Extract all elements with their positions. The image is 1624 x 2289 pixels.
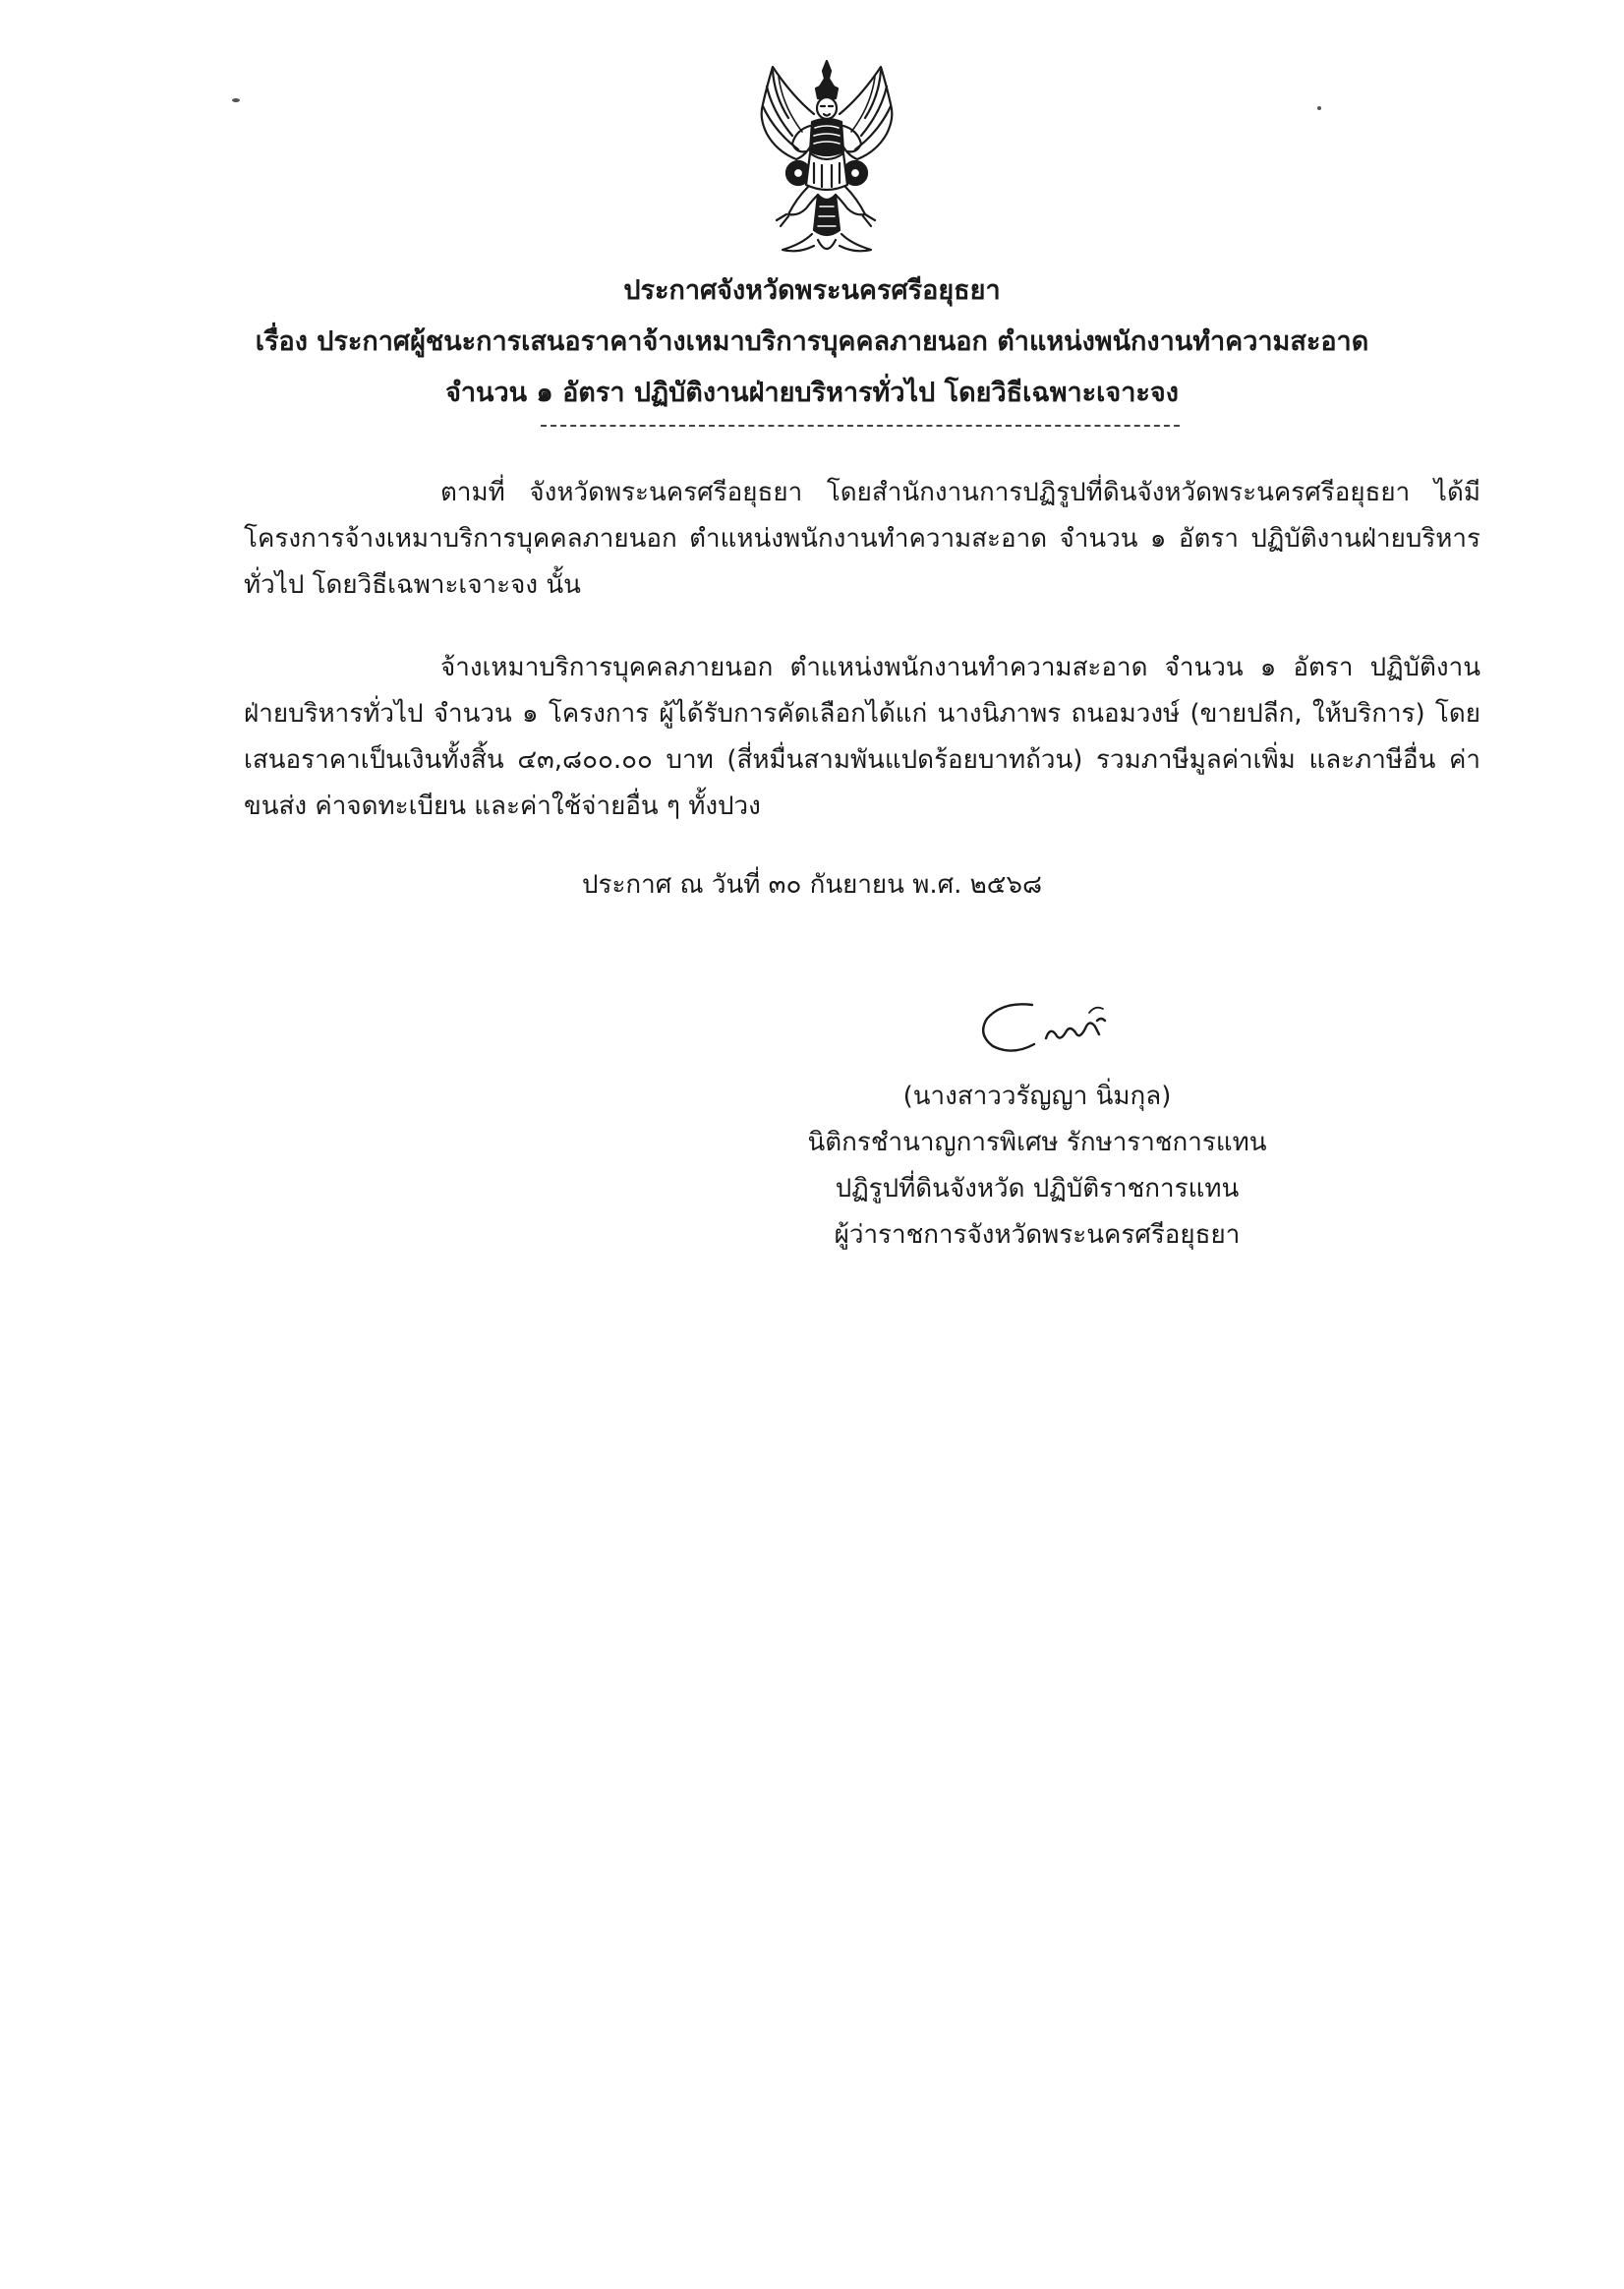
signatory-position-2: ปฏิรูปที่ดินจังหวัด ปฏิบัติราชการแทน <box>835 1174 1240 1203</box>
subject-line-1: เรื่อง ประกาศผู้ชนะการเสนอราคาจ้างเหมาบริการบุคคลภายนอก ตำแหน่งพนักงานทำความสะอาด <box>255 326 1369 357</box>
paragraph-2: จ้างเหมาบริการบุคคลภายนอก ตำแหน่งพนักงานทำความสะอาด จำนวน ๑ อัตรา ปฏิบัติงานฝ่ายบริหารทั่วไป จำนวน ๑ โครงการ ผู้ได้รับการคัดเลือกได้แก่ นางนิภาพร ถนอมวงษ์ (ขายปลีก, ให้บริการ) โดยเสนอราคาเป็นเงินทั้งสิ้น ๔๓,๘๐๐.๐๐ บาท (สี่หมื่นสามพันแปดร้อยบาทถ้วน) รวมภาษีมูลค่าเพิ่ม และภาษีอื่น ค่าขนส่ง ค่าจดทะเบียน และค่าใช้จ่ายอื่น ๆ ทั้งปวง <box>244 653 1480 821</box>
garuda-emblem-icon <box>753 57 900 260</box>
scan-speck <box>1317 106 1321 110</box>
announcement-date: ประกาศ ณ วันที่ ๓๐ กันยายน พ.ศ. ๒๕๖๘ <box>581 870 1043 900</box>
signatory-block <box>708 1074 1366 1259</box>
signatory-position-3: ผู้ว่าราชการจังหวัดพระนครศรีอยุธยา <box>834 1220 1241 1250</box>
signatory-name: (นางสาววรัญญา นิ่มกุล) <box>902 1082 1172 1111</box>
scan-speck <box>232 98 240 102</box>
separator-line <box>541 425 1180 427</box>
document-title: ประกาศจังหวัดพระนครศรีอยุธยา <box>623 275 1001 306</box>
paragraph-1: ตามที่ จังหวัดพระนครศรีอยุธยา โดยสำนักงานการปฏิรูปที่ดินจังหวัดพระนครศรีอยุธยา ได้มีโครงการจ้างเหมาบริการบุคคลภายนอก ตำแหน่งพนักงานทำความสะอาด จำนวน ๑ อัตรา ปฏิบัติงานฝ่ายบริหารทั่วไป โดยวิธีเฉพาะเจาะจง นั้น <box>244 478 1480 600</box>
handwritten-signature <box>973 983 1150 1072</box>
subject-line-2: จำนวน ๑ อัตรา ปฏิบัติงานฝ่ายบริหารทั่วไป โดยวิธีเฉพาะเจาะจง <box>445 378 1179 408</box>
signatory-position-1: นิติกรชำนาญการพิเศษ รักษาราชการแทน <box>807 1128 1267 1157</box>
